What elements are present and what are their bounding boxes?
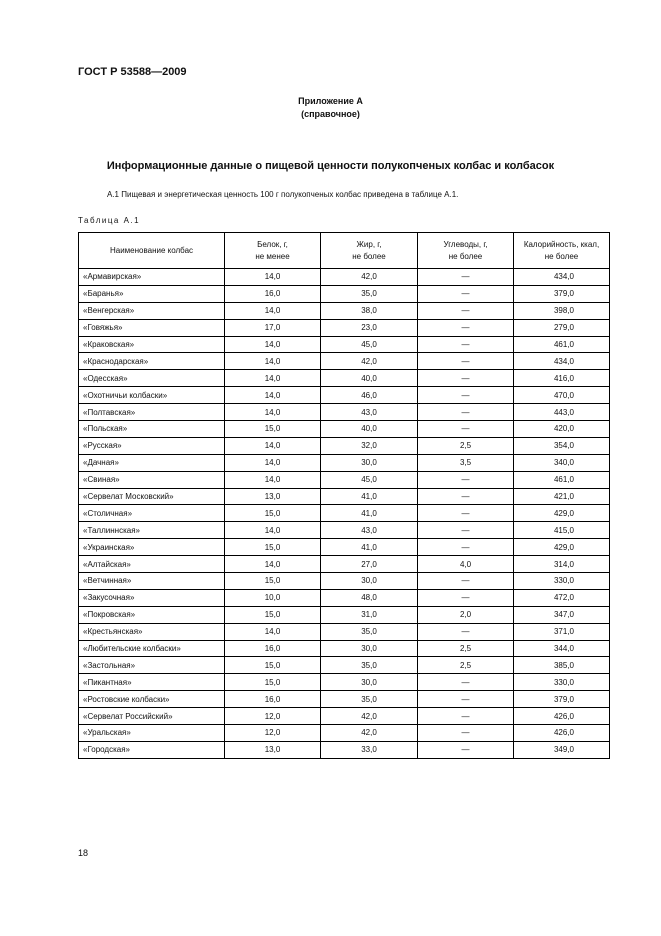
cell-fat: 48,0 — [321, 589, 418, 606]
cell-name: «Говяжья» — [79, 319, 225, 336]
cell-name: «Ветчинная» — [79, 573, 225, 590]
cell-fat: 41,0 — [321, 488, 418, 505]
cell-name: «Краснодарская» — [79, 353, 225, 370]
cell-name: «Крестьянская» — [79, 623, 225, 640]
header-protein: Белок, г, не менее — [225, 233, 321, 269]
cell-protein: 14,0 — [225, 353, 321, 370]
cell-carbs: — — [418, 471, 514, 488]
cell-calories: 349,0 — [514, 741, 610, 758]
table-row — [79, 319, 610, 336]
cell-name: «Закусочная» — [79, 589, 225, 606]
cell-carbs: — — [418, 623, 514, 640]
table-row — [79, 640, 610, 657]
cell-calories: 426,0 — [514, 725, 610, 742]
cell-carbs: 2,0 — [418, 606, 514, 623]
cell-fat: 35,0 — [321, 691, 418, 708]
table-row — [79, 674, 610, 691]
cell-calories: 354,0 — [514, 437, 610, 454]
cell-fat: 32,0 — [321, 437, 418, 454]
cell-name: «Баранья» — [79, 285, 225, 302]
cell-protein: 15,0 — [225, 657, 321, 674]
cell-protein: 14,0 — [225, 404, 321, 421]
cell-calories: 314,0 — [514, 556, 610, 573]
cell-calories: 398,0 — [514, 302, 610, 319]
cell-fat: 35,0 — [321, 623, 418, 640]
cell-carbs: — — [418, 741, 514, 758]
cell-fat: 35,0 — [321, 285, 418, 302]
appendix-title: Приложение А — [298, 96, 363, 106]
cell-protein: 12,0 — [225, 708, 321, 725]
cell-carbs: 4,0 — [418, 556, 514, 573]
cell-name: «Ростовские колбаски» — [79, 691, 225, 708]
cell-calories: 420,0 — [514, 421, 610, 438]
table-row — [79, 539, 610, 556]
table-row — [79, 691, 610, 708]
table-row — [79, 725, 610, 742]
cell-carbs: — — [418, 353, 514, 370]
cell-carbs: — — [418, 505, 514, 522]
cell-carbs: — — [418, 285, 514, 302]
table-row — [79, 488, 610, 505]
table-row — [79, 623, 610, 640]
cell-carbs: 2,5 — [418, 657, 514, 674]
cell-fat: 31,0 — [321, 606, 418, 623]
table-row — [79, 556, 610, 573]
cell-fat: 42,0 — [321, 708, 418, 725]
cell-protein: 14,0 — [225, 522, 321, 539]
cell-protein: 15,0 — [225, 573, 321, 590]
table-row — [79, 657, 610, 674]
header-name: Наименование колбас — [79, 233, 225, 269]
document-code: ГОСТ Р 53588—2009 — [78, 66, 187, 78]
cell-fat: 43,0 — [321, 404, 418, 421]
cell-fat: 41,0 — [321, 539, 418, 556]
cell-name: «Любительские колбаски» — [79, 640, 225, 657]
cell-fat: 45,0 — [321, 336, 418, 353]
table-row — [79, 269, 610, 286]
cell-protein: 12,0 — [225, 725, 321, 742]
cell-calories: 426,0 — [514, 708, 610, 725]
cell-fat: 27,0 — [321, 556, 418, 573]
cell-protein: 14,0 — [225, 370, 321, 387]
table-row — [79, 522, 610, 539]
cell-fat: 42,0 — [321, 725, 418, 742]
cell-fat: 46,0 — [321, 387, 418, 404]
cell-fat: 42,0 — [321, 269, 418, 286]
cell-name: «Одесская» — [79, 370, 225, 387]
cell-fat: 38,0 — [321, 302, 418, 319]
table-row — [79, 404, 610, 421]
cell-carbs: — — [418, 370, 514, 387]
cell-calories: 340,0 — [514, 454, 610, 471]
cell-fat: 42,0 — [321, 353, 418, 370]
cell-protein: 13,0 — [225, 741, 321, 758]
cell-protein: 14,0 — [225, 471, 321, 488]
cell-name: «Застольная» — [79, 657, 225, 674]
header-fat: Жир, г, не более — [321, 233, 418, 269]
cell-fat: 40,0 — [321, 421, 418, 438]
cell-calories: 461,0 — [514, 336, 610, 353]
cell-calories: 443,0 — [514, 404, 610, 421]
cell-carbs: — — [418, 674, 514, 691]
cell-protein: 16,0 — [225, 285, 321, 302]
cell-calories: 434,0 — [514, 269, 610, 286]
cell-protein: 14,0 — [225, 623, 321, 640]
cell-name: «Дачная» — [79, 454, 225, 471]
cell-protein: 10,0 — [225, 589, 321, 606]
cell-carbs: — — [418, 522, 514, 539]
cell-protein: 14,0 — [225, 556, 321, 573]
cell-calories: 279,0 — [514, 319, 610, 336]
cell-calories: 385,0 — [514, 657, 610, 674]
appendix-subtitle: (справочное) — [301, 109, 360, 119]
cell-protein: 17,0 — [225, 319, 321, 336]
cell-carbs: 2,5 — [418, 437, 514, 454]
cell-name: «Польская» — [79, 421, 225, 438]
cell-carbs: — — [418, 539, 514, 556]
cell-fat: 30,0 — [321, 640, 418, 657]
cell-carbs: — — [418, 269, 514, 286]
cell-protein: 15,0 — [225, 505, 321, 522]
table-row — [79, 387, 610, 404]
cell-protein: 15,0 — [225, 421, 321, 438]
cell-name: «Столичная» — [79, 505, 225, 522]
cell-fat: 30,0 — [321, 454, 418, 471]
table-body — [79, 269, 610, 759]
cell-name: «Сервелат Московский» — [79, 488, 225, 505]
cell-name: «Алтайская» — [79, 556, 225, 573]
table-row — [79, 302, 610, 319]
cell-carbs: — — [418, 488, 514, 505]
table-row — [79, 421, 610, 438]
table-row — [79, 471, 610, 488]
cell-protein: 14,0 — [225, 437, 321, 454]
table-row — [79, 454, 610, 471]
table-row — [79, 606, 610, 623]
cell-carbs: — — [418, 387, 514, 404]
cell-calories: 434,0 — [514, 353, 610, 370]
cell-calories: 344,0 — [514, 640, 610, 657]
cell-name: «Краковская» — [79, 336, 225, 353]
table-row — [79, 741, 610, 758]
cell-protein: 15,0 — [225, 606, 321, 623]
cell-carbs: — — [418, 589, 514, 606]
cell-fat: 45,0 — [321, 471, 418, 488]
page-number: 18 — [78, 848, 89, 858]
cell-name: «Свиная» — [79, 471, 225, 488]
cell-carbs: 2,5 — [418, 640, 514, 657]
cell-calories: 472,0 — [514, 589, 610, 606]
cell-fat: 40,0 — [321, 370, 418, 387]
cell-calories: 379,0 — [514, 285, 610, 302]
cell-name: «Полтавская» — [79, 404, 225, 421]
cell-calories: 421,0 — [514, 488, 610, 505]
cell-calories: 416,0 — [514, 370, 610, 387]
cell-protein: 15,0 — [225, 674, 321, 691]
cell-carbs: — — [418, 421, 514, 438]
table-row — [79, 370, 610, 387]
cell-protein: 14,0 — [225, 336, 321, 353]
cell-calories: 415,0 — [514, 522, 610, 539]
table-row — [79, 573, 610, 590]
cell-name: «Армавирская» — [79, 269, 225, 286]
cell-protein: 14,0 — [225, 387, 321, 404]
cell-name: «Городская» — [79, 741, 225, 758]
cell-fat: 41,0 — [321, 505, 418, 522]
cell-carbs: — — [418, 319, 514, 336]
cell-calories: 347,0 — [514, 606, 610, 623]
cell-calories: 330,0 — [514, 573, 610, 590]
cell-protein: 16,0 — [225, 691, 321, 708]
cell-protein: 13,0 — [225, 488, 321, 505]
cell-protein: 14,0 — [225, 454, 321, 471]
table-row — [79, 589, 610, 606]
cell-fat: 35,0 — [321, 657, 418, 674]
cell-name: «Русская» — [79, 437, 225, 454]
cell-carbs: — — [418, 404, 514, 421]
cell-calories: 429,0 — [514, 539, 610, 556]
cell-calories: 429,0 — [514, 505, 610, 522]
cell-carbs: 3,5 — [418, 454, 514, 471]
cell-name: «Охотничьи колбаски» — [79, 387, 225, 404]
table-caption: Таблица А.1 — [78, 216, 141, 225]
cell-fat: 30,0 — [321, 573, 418, 590]
cell-calories: 371,0 — [514, 623, 610, 640]
cell-fat: 43,0 — [321, 522, 418, 539]
header-calories: Калорийность, ккал, не более — [514, 233, 610, 269]
cell-carbs: — — [418, 573, 514, 590]
table-row — [79, 285, 610, 302]
cell-carbs: — — [418, 725, 514, 742]
cell-name: «Покровская» — [79, 606, 225, 623]
nutrition-table — [78, 232, 610, 759]
cell-name: «Пикантная» — [79, 674, 225, 691]
cell-fat: 23,0 — [321, 319, 418, 336]
cell-name: «Уральская» — [79, 725, 225, 742]
cell-name: «Сервелат Российский» — [79, 708, 225, 725]
cell-carbs: — — [418, 336, 514, 353]
cell-name: «Венгерская» — [79, 302, 225, 319]
cell-carbs: — — [418, 691, 514, 708]
table-row — [79, 505, 610, 522]
cell-calories: 461,0 — [514, 471, 610, 488]
cell-calories: 330,0 — [514, 674, 610, 691]
cell-carbs: — — [418, 302, 514, 319]
cell-protein: 14,0 — [225, 302, 321, 319]
cell-fat: 33,0 — [321, 741, 418, 758]
cell-name: «Таллиннская» — [79, 522, 225, 539]
cell-protein: 16,0 — [225, 640, 321, 657]
table-row — [79, 437, 610, 454]
table-row — [79, 353, 610, 370]
main-title: Информационные данные о пищевой ценности полукопченых колбас и колбасок — [106, 160, 555, 172]
table-row — [79, 708, 610, 725]
cell-name: «Украинская» — [79, 539, 225, 556]
cell-calories: 470,0 — [514, 387, 610, 404]
table-row — [79, 336, 610, 353]
intro-paragraph: А.1 Пищевая и энергетическая ценность 100 г полукопченых колбас приведена в таблице А.1. — [107, 190, 459, 199]
header-carbs: Углеводы, г, не более — [418, 233, 514, 269]
table-header-row — [79, 233, 610, 269]
cell-calories: 379,0 — [514, 691, 610, 708]
cell-protein: 14,0 — [225, 269, 321, 286]
cell-protein: 15,0 — [225, 539, 321, 556]
cell-carbs: — — [418, 708, 514, 725]
cell-fat: 30,0 — [321, 674, 418, 691]
